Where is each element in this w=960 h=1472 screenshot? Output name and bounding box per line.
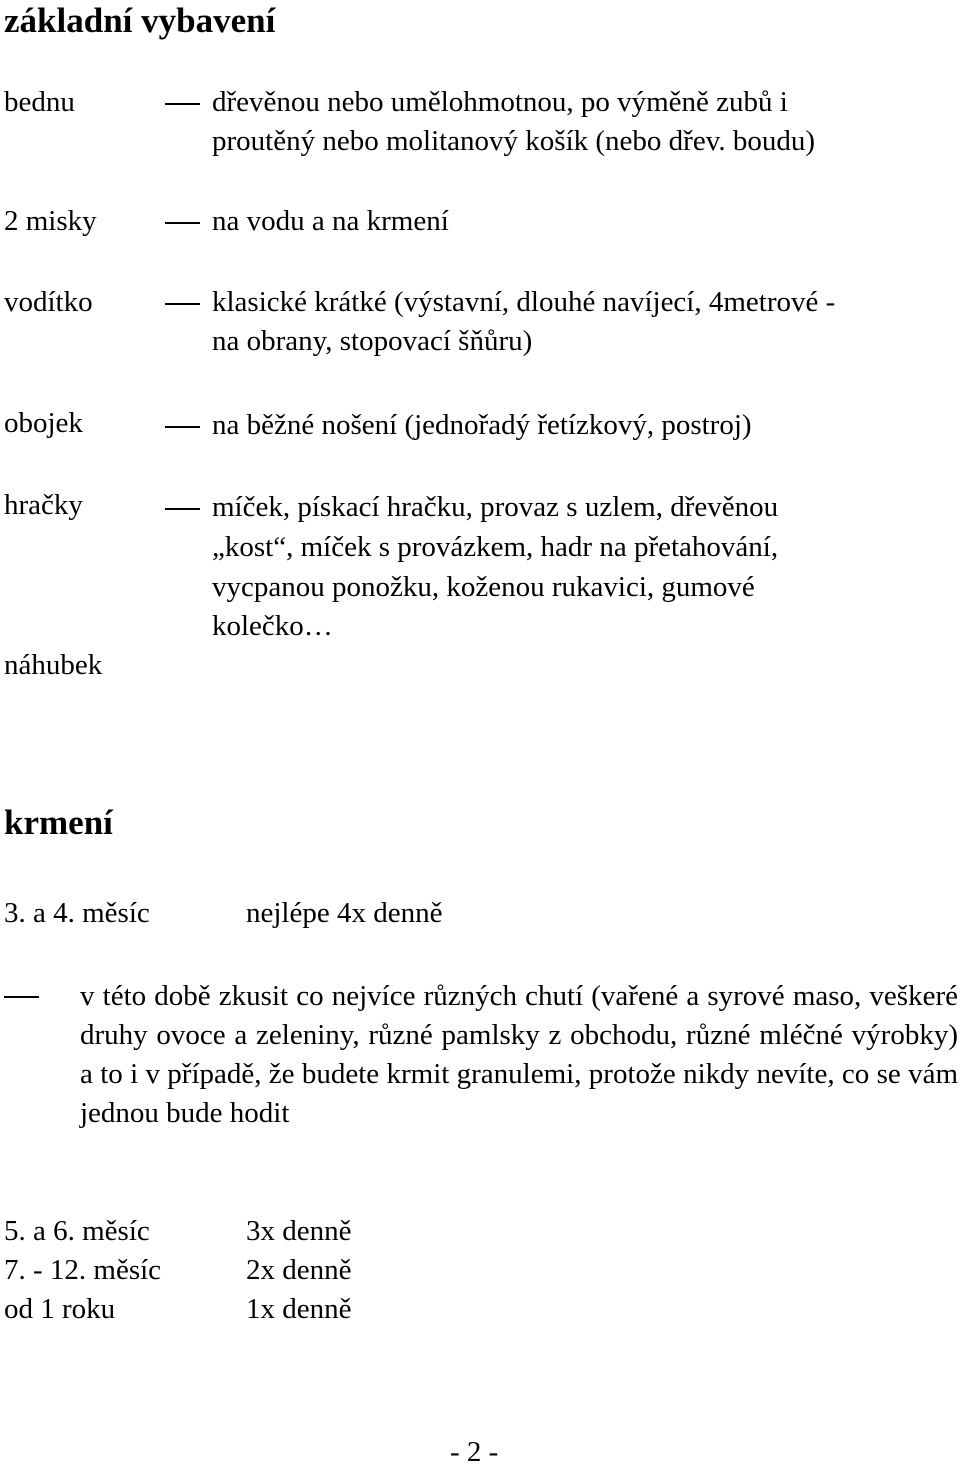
equipment-description-line: dřevěnou nebo umělohmotnou, po výměně zubů i [212,86,788,118]
equipment-description-line: na obrany, stopovací šňůru) [212,325,533,357]
dash-divider [165,222,200,224]
equipment-term-muzzle: náhubek [4,649,103,681]
equipment-term: vodítko [4,286,93,318]
feeding-age: 7. - 12. měsíc [4,1254,162,1286]
dash-divider [4,996,39,998]
section-heading-equipment: základní vybavení [4,1,276,40]
equipment-description-line: vycpanou ponožku, koženou rukavici, gumové [212,571,755,603]
feeding-note-paragraph: v této době zkusit co nejvíce různých chutí (vařené a syrové maso, veškeré druhy ovoce a zeleniny, různé pamlsky z obchodu, různé mléčné výrobky) a to i v případě, že budete krmit granulemi, protože nikdy nevíte, co se vám jednou bude hodit [80,980,958,1129]
dash-divider [165,508,200,510]
feeding-frequency: nejlépe 4x denně [246,897,443,929]
equipment-description-line: na běžné nošení (jednořadý řetízkový, postroj) [212,409,752,441]
equipment-description-line: na vodu a na krmení [212,205,449,237]
equipment-term: 2 misky [4,205,97,237]
dash-divider [165,426,200,428]
feeding-frequency: 2x denně [246,1254,352,1286]
dash-divider [165,303,200,305]
equipment-term: hračky [4,489,83,521]
page-number: - 2 - [450,1436,499,1468]
section-heading-feeding: krmení [4,803,113,842]
equipment-description-line: míček, pískací hračku, provaz s uzlem, dřevěnou [212,491,779,523]
feeding-frequency: 1x denně [246,1293,352,1325]
feeding-age: od 1 roku [4,1293,116,1325]
feeding-age: 5. a 6. měsíc [4,1215,150,1247]
equipment-term: obojek [4,407,83,439]
feeding-frequency: 3x denně [246,1215,352,1247]
equipment-description-line: „kost“, míček s provázkem, hadr na přetahování, [212,531,779,563]
equipment-description-line: klasické krátké (výstavní, dlouhé navíjecí, 4metrové - [212,286,836,318]
feeding-age: 3. a 4. měsíc [4,897,150,929]
equipment-description-line: kolečko… [212,610,333,642]
equipment-description-line: proutěný nebo molitanový košík (nebo dřev. boudu) [212,125,815,157]
equipment-term: bednu [4,86,75,118]
dash-divider [165,103,200,105]
